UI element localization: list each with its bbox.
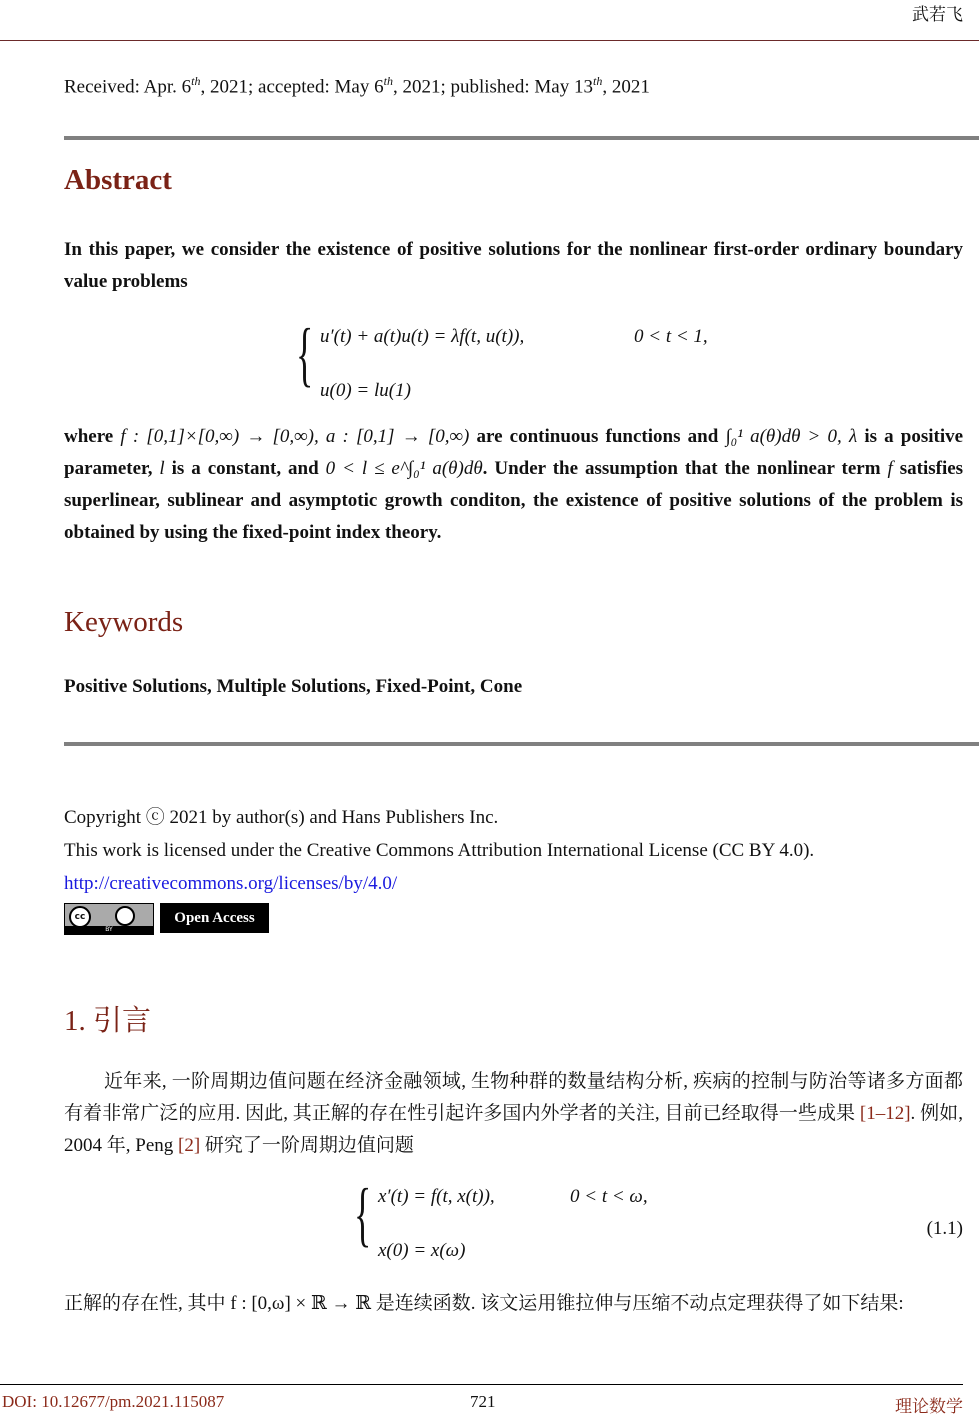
cc-icon: cc xyxy=(69,906,91,928)
publication-dates: Received: Apr. 6th, 2021; accepted: May 6th, 2021; published: May 13th, 2021 xyxy=(64,74,650,98)
by-label: BY xyxy=(65,926,153,934)
equation-1-1: { x′(t) = f(t, x(t)), 0 < t < ω, x(0) = x(ω) xyxy=(354,1174,648,1261)
running-head-author: 武若飞 xyxy=(912,5,963,24)
license-line: This work is licensed under the Creative Commons Attribution International License (CC BY 4.0). xyxy=(64,840,815,861)
open-access-badge[interactable]: Open Access xyxy=(160,903,269,933)
citation-link[interactable]: [2] xyxy=(178,1135,201,1156)
intro-paragraph-2: 正解的存在性, 其中 f : [0,ω] × ℝ → ℝ 是连续函数. 该文运用锥拉伸与压缩不动点定理获得了如下结果: xyxy=(64,1293,904,1314)
cc-by-badge[interactable] xyxy=(64,903,154,935)
divider-top xyxy=(64,136,979,140)
license-link[interactable]: http://creativecommons.org/licenses/by/4.0/ xyxy=(64,873,398,894)
section-1-heading: 1. 引言 xyxy=(64,1005,152,1037)
footer-rule xyxy=(0,1384,963,1385)
divider-bottom xyxy=(64,742,979,746)
equation-system-1: { u′(t) + a(t)u(t) = λf(t, u(t)), 0 < t < 1, u(0) = lu(1) xyxy=(296,314,708,401)
abstract-body: In this paper, we consider the existence of positive solutions for the nonlinear first-order ordinary boundary value problems xyxy=(64,239,963,292)
page-number: 721 xyxy=(470,1392,496,1411)
doi-link[interactable]: DOI: 10.12677/pm.2021.115087 xyxy=(2,1392,225,1411)
abstract-body-cont: where f : [0,1]×[0,∞) → [0,∞), a : [0,1] → [0,∞) are continuous functions and ∫₀¹ a(θ)dθ > 0, λ is a positive parameter, l is a constant, and 0 < l ≤ e^∫₀¹ a(θ)dθ. Under the assumption that the nonlinear term f satisfies superlinear, sublinear and asymptotic growth conditon, the existence of positive solutions of the problem is obtained by using the fixed-point index theory. xyxy=(64,426,964,543)
equation-number: (1.1) xyxy=(926,1218,963,1239)
keywords-list: Positive Solutions, Multiple Solutions, Fixed-Point, Cone xyxy=(64,676,523,697)
journal-name: 理论数学 xyxy=(895,1397,963,1416)
copyright-line: Copyright ⓒ 2021 by author(s) and Hans Publishers Inc. xyxy=(64,807,499,828)
abstract-heading: Abstract xyxy=(64,164,172,196)
attribution-icon xyxy=(115,906,135,926)
brace-icon: { xyxy=(354,1174,372,1254)
citation-link[interactable]: [1–12] xyxy=(859,1103,911,1124)
intro-paragraph: 近年来, 一阶周期边值问题在经济金融领域, 生物种群的数量结构分析, 疾病的控制与防治等诸多方面都有着非常广泛的应用. 因此, 其正解的存在性引起许多国内外学者的关注, 目前已经取得一些成果 [1–12]. 例如, 2004 年, Peng [2] 研究了一阶周期边值问题 xyxy=(64,1071,963,1156)
copyright-block xyxy=(64,801,814,900)
brace-icon: { xyxy=(296,314,314,394)
header-rule xyxy=(0,40,979,41)
keywords-heading: Keywords xyxy=(64,606,184,638)
